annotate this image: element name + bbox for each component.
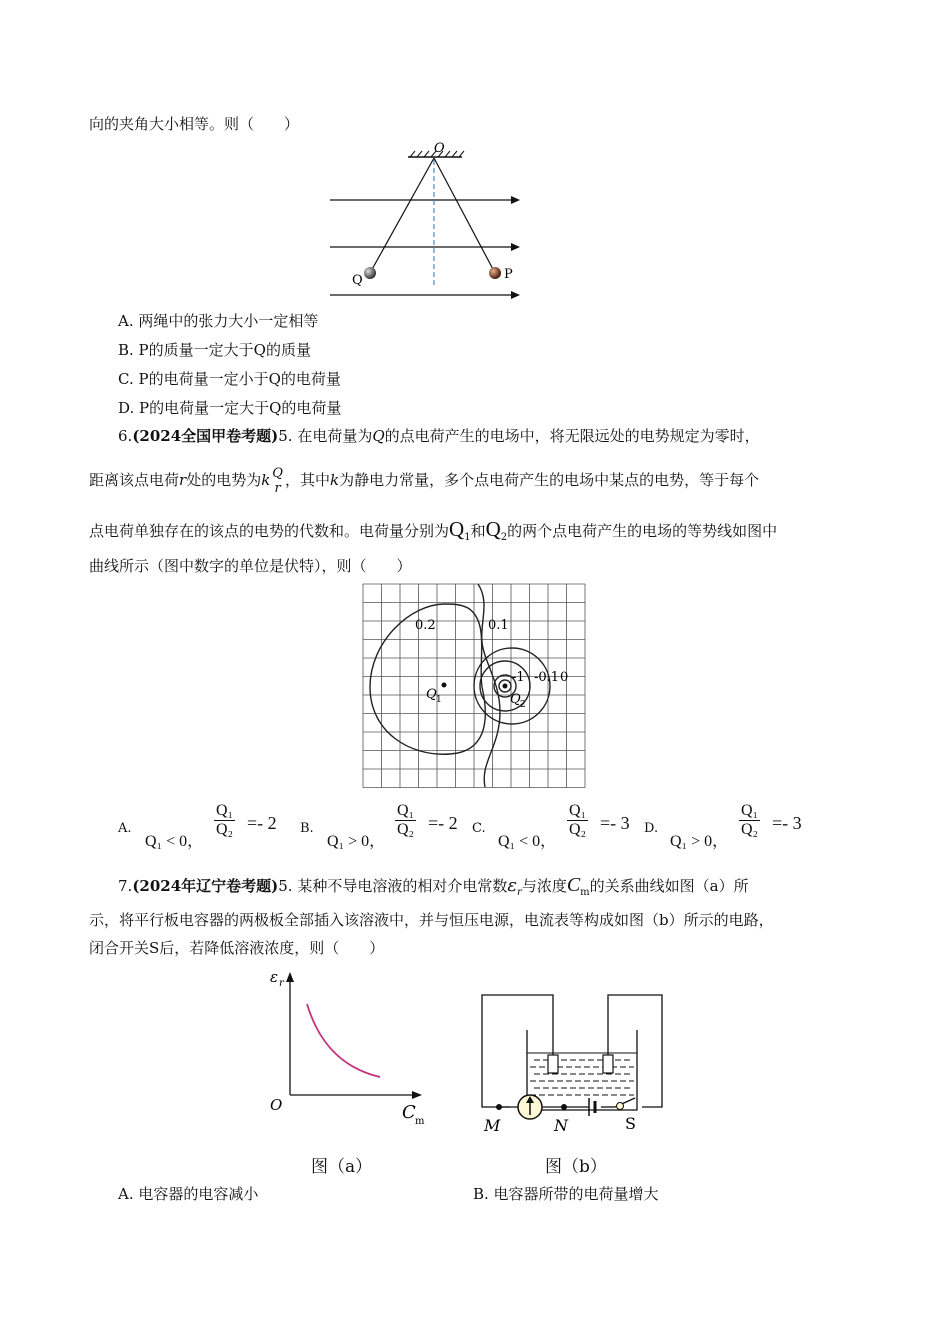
q6-text: 点电荷单独存在的该点的电势的代数和。电荷量分别为 [89,522,450,540]
q7-figa-xsub: m [415,1116,425,1127]
q6-choice-c-den: Q₂ [569,821,587,838]
q7-option-b[interactable]: B. 电容器所带的电荷量增大 [473,1185,659,1203]
q6-line-2 [89,466,759,496]
q6-label-0: 0 [560,670,569,685]
q6-var-r: r [274,481,281,496]
q6-choice-a-fraction[interactable] [214,802,235,839]
q6-choice-d-den: Q₂ [741,821,759,838]
q6-choice-d-label[interactable]: D. [644,821,659,836]
q7-figa-x: C [402,1102,416,1123]
q7-figure-b [472,985,672,1135]
q7-line-3: 闭合开关S后，若降低溶液浓度，则（ ） [89,939,385,957]
q5-option-a[interactable]: A. 两绳中的张力大小一定相等 [118,312,319,330]
q6-sub-1: 1 [464,532,471,543]
q5-option-b[interactable]: B. P的质量一定大于Q的质量 [118,341,311,359]
q6-choice-c-fraction[interactable] [567,802,588,839]
q5-ball-q [364,267,376,279]
q6-label-q2-sub: 2 [520,700,526,710]
q6-line-3 [89,518,777,549]
q7-line-2: 示，将平行板电容器的两极板全部插入该溶液中，并与恒压电源，电流表等构成如图（b）所示的电路， [89,911,774,929]
q6-var-r: r [179,471,187,489]
q6-choice-a-cond[interactable]: Q₁ < 0， [145,833,204,850]
q7-var-eps-sub: r [517,887,522,898]
q6-line-4: 曲线所示（图中数字的单位是伏特），则（ ） [89,557,412,575]
q6-source: (2024全国甲卷考题) [132,427,279,445]
q6-choice-c-num: Q₁ [569,802,587,819]
q6-choice-b-value[interactable]: =- 2 [428,813,458,833]
q6-var-q1: Q [449,517,465,541]
q6-equipotential-figure [360,582,592,790]
q5-option-c[interactable]: C. P的电荷量一定小于Q的电荷量 [118,370,341,388]
q6-potential-fraction [272,466,283,496]
q6-text: 和 [470,522,486,540]
q6-choice-b-num: Q₁ [397,802,415,819]
q6-text: 5. 在电荷量为 [278,427,373,445]
q6-text: 为静电力常量，多个点电荷产生的电场中某点的电势，等于每个 [339,471,760,489]
q6-text: 的点电荷产生的电场中，将无限远处的电势规定为零时， [384,427,760,445]
q6-var-q: Q [272,466,283,481]
q6-label-m01: -0.1 [534,670,560,685]
q7-switch [617,1103,624,1110]
q6-choice-c-cond[interactable]: Q₁ < 0， [498,833,557,850]
q6-var-q2: Q [485,517,501,541]
q6-var-q: Q [372,427,385,445]
q6-choice-b-den: Q₂ [397,821,415,838]
q6-text: 的两个点电荷产生的电场的等势线如图中 [507,522,778,540]
q7-figa-origin: O [270,1096,283,1114]
q5-label-o: O [434,141,445,156]
q6-choice-d-fraction[interactable] [739,802,760,839]
q5-option-d[interactable]: D. P的电荷量一定大于Q的电荷量 [118,399,342,417]
q7-figa-ysub: r [279,978,284,989]
q6-choice-c-label[interactable]: C. [472,821,486,836]
q7-line-1 [118,874,749,904]
q6-text: 距离该点电荷 [89,471,180,489]
q7-text: 与浓度 [521,877,567,895]
q6-label-q1: Q [426,687,437,702]
q6-choice-c-value[interactable]: =- 3 [600,813,630,833]
q7-option-a[interactable]: A. 电容器的电容减小 [118,1185,259,1203]
q6-label-q1-sub: 1 [436,695,442,705]
q7-figb-m: M [484,1116,501,1135]
q6-text: 处的电势为 [186,471,262,489]
q7-source: (2024年辽宁卷考题) [132,877,279,895]
q7-figure-b-caption: 图（b） [545,1157,607,1177]
q7-number: 7. [118,877,133,895]
q6-choice-a-num: Q₁ [216,802,234,819]
q6-label-q2: Q [510,692,521,707]
q6-choice-b-label[interactable]: B. [300,821,314,836]
q6-text: ，其中 [284,471,330,489]
q7-text: 5. 某种不导电溶液的相对介电常数 [278,877,508,895]
q7-figure-a [262,962,432,1132]
q5-label-p: P [504,267,513,282]
q6-choice-b-cond[interactable]: Q₁ > 0， [327,833,386,850]
q6-choice-b-fraction[interactable] [395,802,416,839]
q5-figure [320,140,540,305]
q5-label-q: Q [352,273,363,288]
q7-figb-s: S [625,1114,636,1133]
q6-choice-a-value[interactable]: =- 2 [247,813,277,833]
q6-number: 6. [118,427,133,445]
q6-var-k: k [329,471,340,489]
q6-choice-d-cond[interactable]: Q₁ > 0， [670,833,729,850]
q6-label-01: 0.1 [488,618,509,633]
q7-figure-a-caption: 图（a） [311,1157,373,1177]
q6-choice-a-label[interactable]: A. [118,821,132,836]
q6-choice-d-value[interactable]: =- 3 [772,813,802,833]
q6-choice-d-num: Q₁ [741,802,759,819]
q7-var-eps: ε [507,875,518,896]
q6-label-02: 0.2 [415,618,436,633]
q6-label-m1: -1 [512,670,525,685]
q7-figb-n: N [554,1116,568,1135]
q7-figa-y: ε [270,968,279,986]
q7-var-c-sub: m [580,887,590,898]
q5-stem-end: 向的夹角大小相等。则（ ） [89,115,300,133]
q7-var-c: C [566,874,581,896]
q6-sub-2: 2 [500,532,508,543]
q6-var-k: k [261,471,271,489]
q5-ball-p [489,267,501,279]
q6-choice-a-den: Q₂ [216,821,234,838]
q7-text: 的关系曲线如图（a）所 [589,877,749,895]
q6-line-1 [118,425,760,447]
